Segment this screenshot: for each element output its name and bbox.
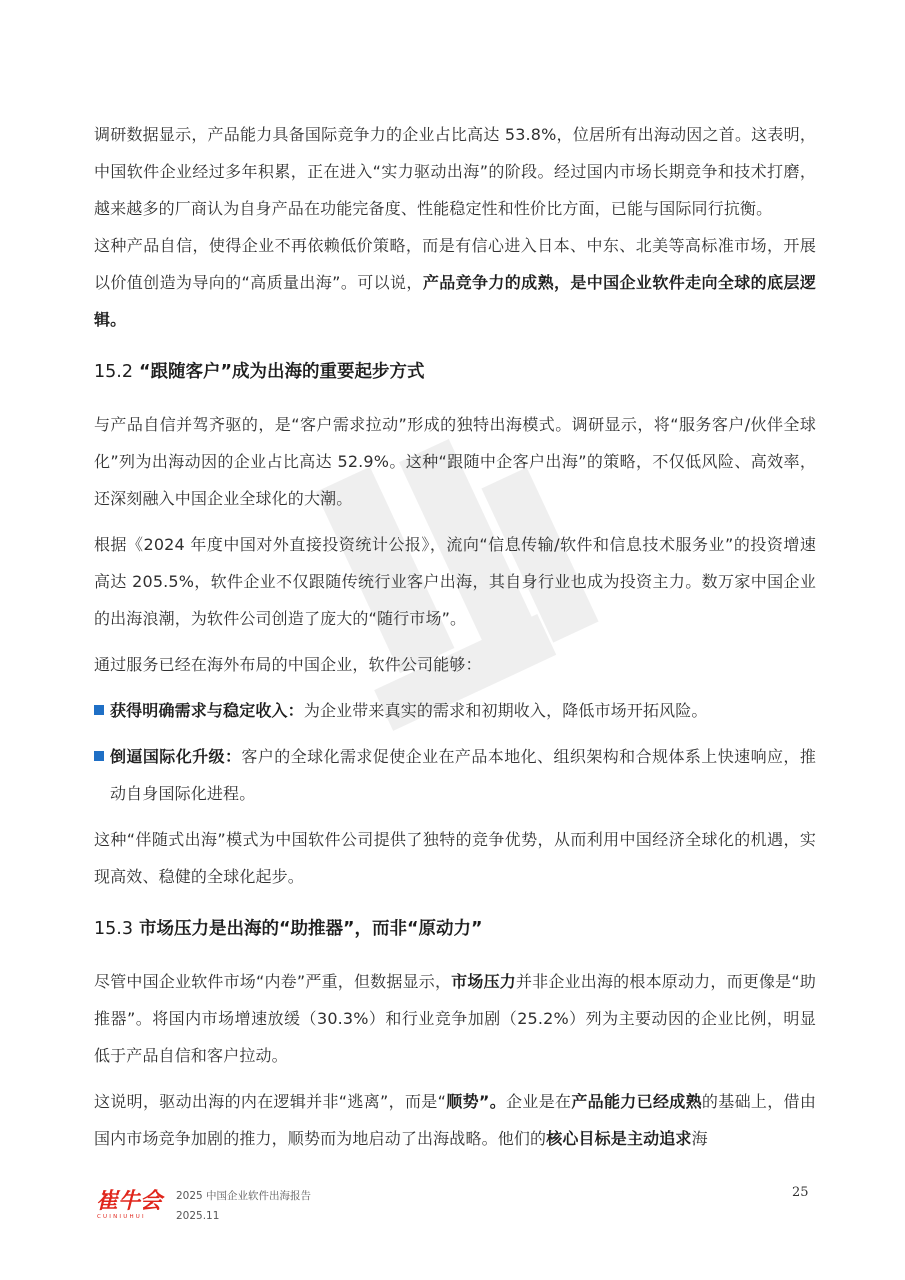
paragraph-intro: 调研数据显示，产品能力具备国际竞争力的企业占比高达 53.8%，位居所有出海动因之首。这表明，中国软件企业经过多年积累，正在进入“实力驱动出海”的阶段。经过国内市场长期竞争和技术打磨，越来越多的厂商认为自身产品在功能完备度、性能稳定性和性价比方面，已能与国际同行抗衡。: [94, 125, 816, 218]
paragraph-internal-logic: 这说明，驱动出海的内在逻辑并非“逃离”，而是“顺势”。企业是在产品能力已经成熟的基础上，借由国内市场竞争加剧的推力，顺势而为地启动了出海战略。他们的核心目标是主动追求海: [94, 1092, 816, 1148]
svg-text:CUINIUHUI: CUINIUHUI: [97, 1214, 146, 1220]
paragraph-companion-model: 这种“伴随式出海”模式为中国软件公司提供了独特的竞争优势，从而利用中国经济全球化的机遇，实现高效、稳健的全球化起步。: [94, 830, 816, 886]
paragraph-customer-pull: 与产品自信并驾齐驱的，是“客户需求拉动”形成的独特出海模式。调研显示，将“服务客户/伙伴全球化”列为出海动因的企业占比高达 52.9%。这种“跟随中企客户出海”的策略，不仅低风险、高效率，还深刻融入中国企业全球化的大潮。: [94, 415, 816, 508]
bullet-square-icon: [94, 751, 104, 761]
bullet-item: 倒逼国际化升级：客户的全球化需求促使企业在产品本地化、组织架构和合规体系上快速响应，推动自身国际化进程。: [94, 738, 816, 812]
bullet-item: 获得明确需求与稳定收入：为企业带来真实的需求和初期收入，降低市场开拓风险。: [94, 692, 816, 729]
paragraph-investment-stats: 根据《2024 年度中国对外直接投资统计公报》，流向“信息传输/软件和信息技术服务业”的投资增速高达 205.5%，软件企业不仅跟随传统行业客户出海，其自身行业也成为投资主力。数万家中国企业的出海浪潮，为软件公司创造了庞大的“随行市场”。: [94, 535, 816, 628]
svg-text:崔牛会: 崔牛会: [96, 1189, 163, 1214]
section-heading-15-2: 15.2 “跟随客户”成为出海的重要起步方式: [94, 362, 425, 382]
page-number: 25: [792, 1185, 809, 1200]
section-heading-15-3: 15.3 市场压力是出海的“助推器”，而非“原动力”: [94, 919, 483, 939]
paragraph-market-pressure: 尽管中国企业软件市场“内卷”严重，但数据显示，市场压力并非企业出海的根本原动力，而更像是“助推器”。将国内市场增速放缓（30.3%）和行业竞争加剧（25.2%）列为主要动因的企业比例，明显低于产品自信和客户拉动。: [94, 972, 817, 1065]
paragraph-abilities-intro: 通过服务已经在海外布局的中国企业，软件公司能够：: [94, 655, 482, 674]
bold-conclusion: 产品竞争力的成熟，是中国企业软件走向全球的底层逻辑。: [94, 273, 816, 329]
bullet-square-icon: [94, 705, 104, 715]
cuiniuhui-logo: [96, 1184, 166, 1224]
main-content: [94, 116, 816, 1157]
paragraph-product-confidence: 这种产品自信，使得企业不再依赖低价策略，而是有信心进入日本、中东、北美等高标准市场，开展以价值创造为导向的“高质量出海”。可以说，产品竞争力的成熟，是中国企业软件走向全球的底层逻辑。: [94, 236, 816, 329]
footer-date: 2025.11: [176, 1210, 220, 1222]
footer-report-title: 2025 中国企业软件出海报告: [176, 1190, 312, 1202]
